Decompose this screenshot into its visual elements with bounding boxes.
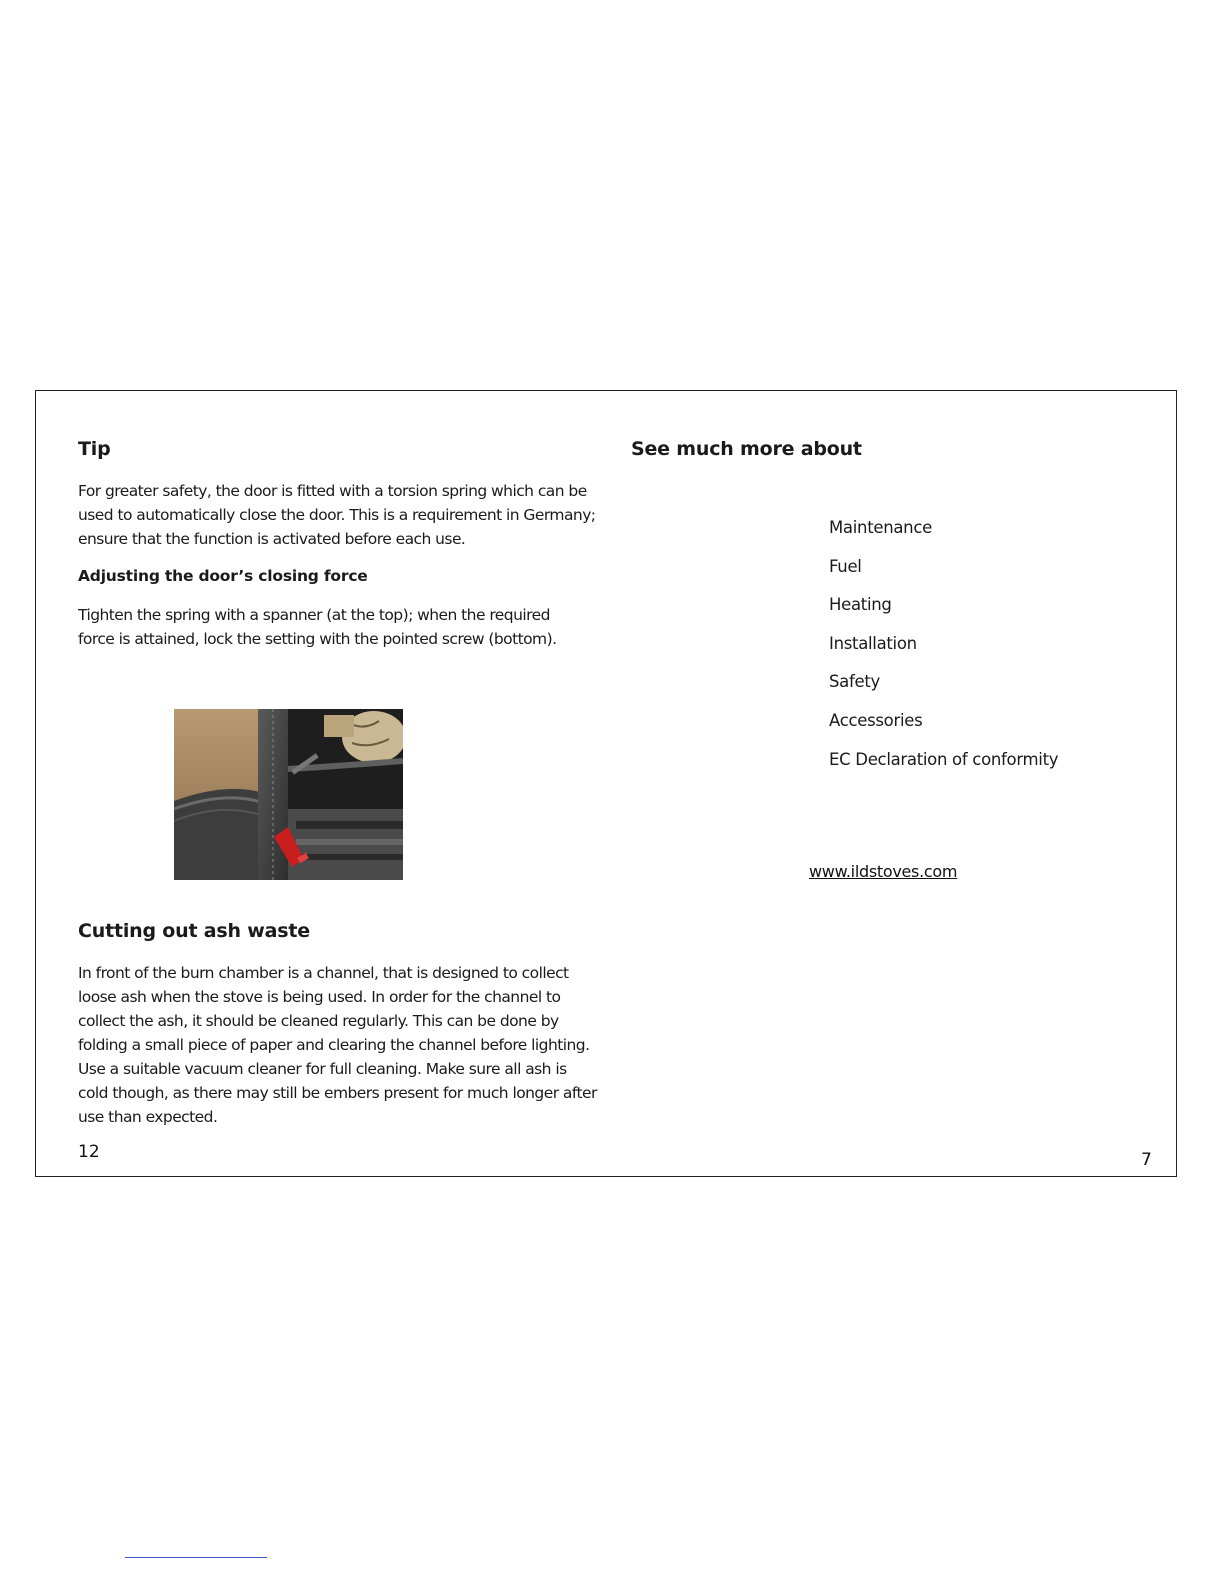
topic-item: Maintenance xyxy=(829,518,932,537)
topic-item: Heating xyxy=(829,595,892,615)
booklet-spread xyxy=(35,390,1177,1177)
topic-list xyxy=(829,516,1058,786)
adjust-heading: Adjusting the door’s closing force xyxy=(78,567,368,585)
tip-paragraph: For greater safety, the door is fitted with a torsion spring which can be used to automatically close the door. This is a requirement in Germany; ensure that the function is activated before each use. xyxy=(78,482,596,548)
tip-heading: Tip xyxy=(78,438,111,460)
ash-heading: Cutting out ash waste xyxy=(78,920,310,942)
left-page-number: 12 xyxy=(78,1142,100,1162)
topic-item: EC Declaration of conformity xyxy=(829,749,1059,769)
door-spring-photo xyxy=(174,709,403,880)
topic-item: Accessories xyxy=(829,710,923,730)
ash-paragraph: In front of the burn chamber is a channel, that is designed to collect loose ash when the stove is being used. In order for the channel to collect the ash, it should be cleaned regularly. This can be done by folding a small piece of paper and clearing the channel before lighting. Use a suitable vacuum cleaner for full cleaning. Make sure all ash is cold though, as there may still be embers present for much longer after use than expected. xyxy=(78,964,597,1126)
topic-item: Safety xyxy=(829,672,880,692)
right-page-number: 7 xyxy=(1141,1150,1152,1170)
see-more-heading: See much more about xyxy=(631,438,862,460)
website-link[interactable]: www.ildstoves.com xyxy=(809,862,958,881)
footnote-separator xyxy=(125,1557,267,1558)
topic-item: Fuel xyxy=(829,556,862,576)
adjust-paragraph: Tighten the spring with a spanner (at the top); when the required force is attained, lock the setting with the pointed screw (bottom). xyxy=(78,606,557,648)
topic-item: Installation xyxy=(829,633,917,653)
